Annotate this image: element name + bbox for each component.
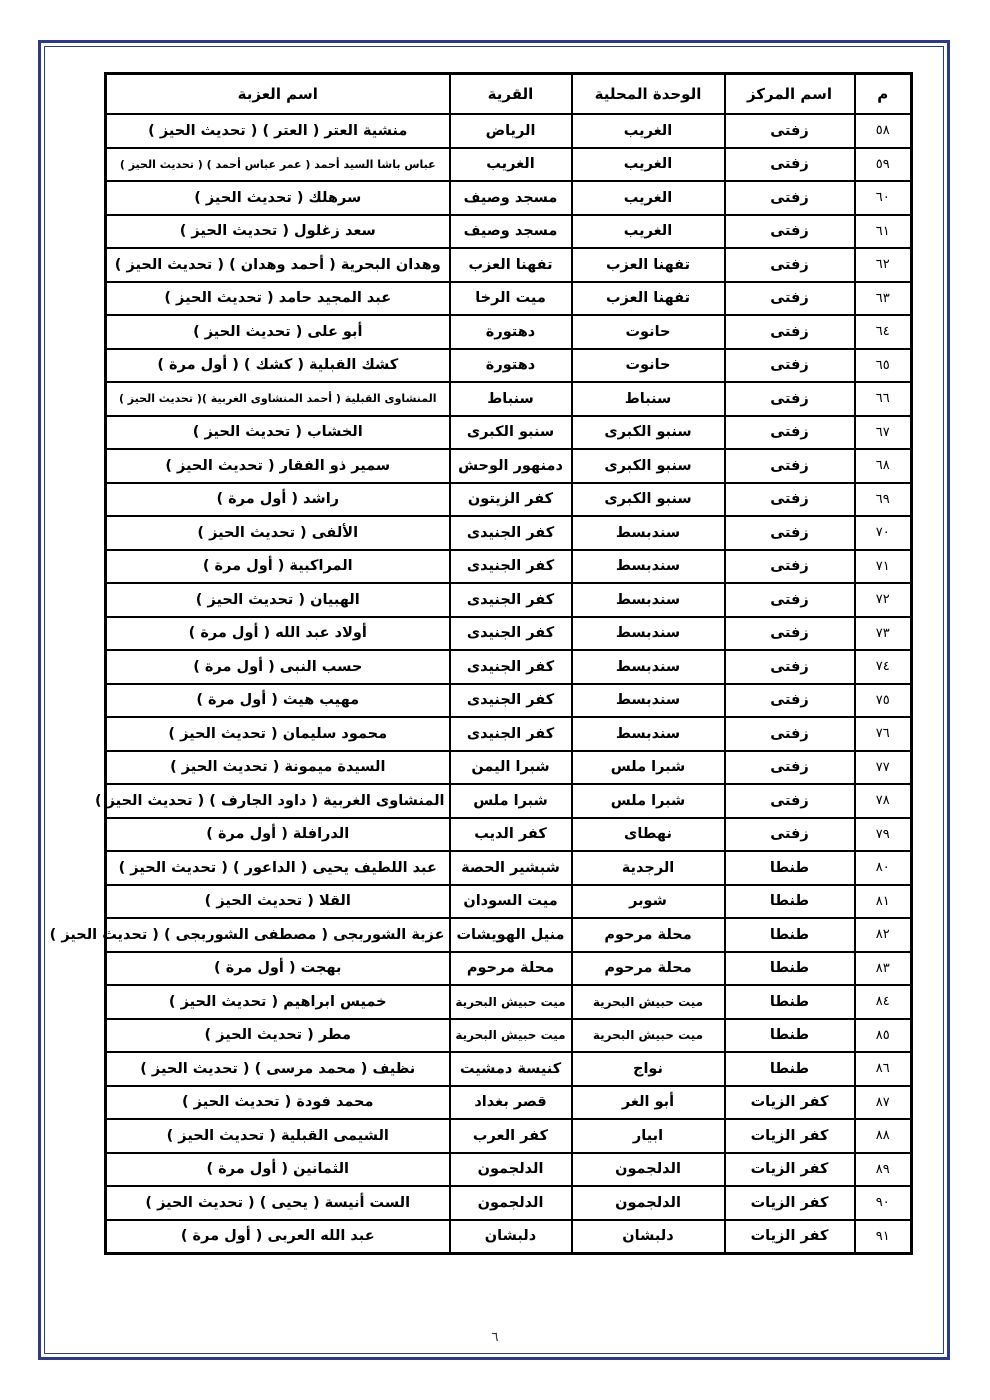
cell-number: ٨٨ — [855, 1119, 912, 1153]
cell-hamlet-name: عبد المجيد حامد ( تحديث الحيز ) — [106, 282, 450, 316]
table-row — [106, 650, 912, 684]
cell-hamlet-name: عبد الله العربى ( أول مرة ) — [106, 1220, 450, 1254]
cell-village: كفر الجنيدى — [450, 717, 572, 751]
cell-local-unit: أبو الغر — [572, 1086, 725, 1120]
cell-local-unit: الدلجمون — [572, 1186, 725, 1220]
cell-number: ٨٤ — [855, 985, 912, 1019]
cell-village: سنبو الكبرى — [450, 416, 572, 450]
table-row — [106, 1052, 912, 1086]
cell-center-name: كفر الزيات — [725, 1119, 855, 1153]
cell-village: دمنهور الوحش — [450, 449, 572, 483]
cell-hamlet-name: أولاد عبد الله ( أول مرة ) — [106, 617, 450, 651]
cell-hamlet-name: الخشاب ( تحديث الحيز ) — [106, 416, 450, 450]
cell-village: شبرا اليمن — [450, 751, 572, 785]
cell-hamlet-name: الشيمى القبلية ( تحديث الحيز ) — [106, 1119, 450, 1153]
cell-center-name: زفتى — [725, 382, 855, 416]
cell-village: دهتورة — [450, 315, 572, 349]
cell-hamlet-name: مطر ( تحديث الحيز ) — [106, 1019, 450, 1053]
header-local-unit: الوحدة المحلية — [572, 74, 725, 115]
cell-village: ميت حبيش البحرية — [450, 985, 572, 1019]
cell-hamlet-name: سرهلك ( تحديث الحيز ) — [106, 181, 450, 215]
table-row — [106, 483, 912, 517]
cell-local-unit: شوبر — [572, 885, 725, 919]
cell-number: ٦٨ — [855, 449, 912, 483]
cell-number: ٦١ — [855, 215, 912, 249]
cell-center-name: زفتى — [725, 449, 855, 483]
table-row — [106, 851, 912, 885]
cell-local-unit: سندبسط — [572, 617, 725, 651]
table-row — [106, 148, 912, 182]
cell-center-name: كفر الزيات — [725, 1220, 855, 1254]
cell-number: ٨٢ — [855, 918, 912, 952]
cell-number: ٦٣ — [855, 282, 912, 316]
cell-village: شبرا ملس — [450, 784, 572, 818]
table-row — [106, 918, 912, 952]
cell-local-unit: حانوت — [572, 315, 725, 349]
cell-number: ٦٥ — [855, 349, 912, 383]
cell-village: كفر الجنيدى — [450, 550, 572, 584]
cell-local-unit: الغريب — [572, 148, 725, 182]
cell-local-unit: سندبسط — [572, 650, 725, 684]
cell-number: ٧٤ — [855, 650, 912, 684]
table-row — [106, 349, 912, 383]
table-row — [106, 818, 912, 852]
cell-hamlet-name: نظيف ( محمد مرسى ) ( تحديث الحيز ) — [106, 1052, 450, 1086]
cell-local-unit: ابيار — [572, 1119, 725, 1153]
cell-local-unit: تفهنا العزب — [572, 282, 725, 316]
cell-local-unit: محلة مرحوم — [572, 918, 725, 952]
header-number: م — [855, 74, 912, 115]
header-village: القرية — [450, 74, 572, 115]
cell-village: كفر الجنيدى — [450, 516, 572, 550]
cell-local-unit: الغريب — [572, 114, 725, 148]
cell-hamlet-name: عزبة الشوربجى ( مصطفى الشوربجى ) ( تحديث الحيز ) — [106, 918, 450, 952]
cell-center-name: طنطا — [725, 885, 855, 919]
table-row — [106, 684, 912, 718]
table-row — [106, 181, 912, 215]
table-row — [106, 416, 912, 450]
table-row — [106, 516, 912, 550]
cell-hamlet-name: عباس باشا السيد أحمد ( عمر عباس أحمد ) ( تحديث الحيز ) — [106, 148, 450, 182]
table-header-row — [106, 74, 912, 115]
cell-village: كفر الجنيدى — [450, 684, 572, 718]
cell-hamlet-name: الألفى ( تحديث الحيز ) — [106, 516, 450, 550]
cell-local-unit: سندبسط — [572, 583, 725, 617]
cell-center-name: زفتى — [725, 483, 855, 517]
cell-hamlet-name: كشك القبلية ( كشك ) ( أول مرة ) — [106, 349, 450, 383]
cell-hamlet-name: المنشاوى القبلية ( أحمد المنشاوى الغربية )( تحديث الحيز ) — [106, 382, 450, 416]
cell-center-name: كفر الزيات — [725, 1086, 855, 1120]
page-number: ٦ — [491, 1330, 499, 1345]
cell-local-unit: سندبسط — [572, 550, 725, 584]
cell-hamlet-name: السيدة ميمونة ( تحديث الحيز ) — [106, 751, 450, 785]
cell-number: ٨٥ — [855, 1019, 912, 1053]
table-row — [106, 1086, 912, 1120]
cell-center-name: زفتى — [725, 114, 855, 148]
table-row — [106, 617, 912, 651]
cell-local-unit: الرجدية — [572, 851, 725, 885]
cell-number: ٥٩ — [855, 148, 912, 182]
cell-number: ٦٧ — [855, 416, 912, 450]
cell-village: دلبشان — [450, 1220, 572, 1254]
table-row — [106, 114, 912, 148]
cell-hamlet-name: الهبيان ( تحديث الحيز ) — [106, 583, 450, 617]
cell-number: ٧٥ — [855, 684, 912, 718]
cell-center-name: طنطا — [725, 851, 855, 885]
cell-number: ٧٦ — [855, 717, 912, 751]
cell-number: ٩٠ — [855, 1186, 912, 1220]
cell-number: ٨٠ — [855, 851, 912, 885]
table-row — [106, 1019, 912, 1053]
cell-village: قصر بغداد — [450, 1086, 572, 1120]
cell-local-unit: سندبسط — [572, 516, 725, 550]
cell-village: الدلجمون — [450, 1186, 572, 1220]
table-row — [106, 885, 912, 919]
cell-number: ٧٧ — [855, 751, 912, 785]
cell-number: ٧٣ — [855, 617, 912, 651]
cell-number: ٧٠ — [855, 516, 912, 550]
cell-number: ٨٩ — [855, 1153, 912, 1187]
cell-hamlet-name: عبد اللطيف يحيى ( الداعور ) ( تحديث الحيز ) — [106, 851, 450, 885]
villages-table — [49, 72, 913, 1255]
cell-hamlet-name: المراكبية ( أول مرة ) — [106, 550, 450, 584]
cell-center-name: زفتى — [725, 215, 855, 249]
cell-hamlet-name: منشية العتر ( العتر ) ( تحديث الحيز ) — [106, 114, 450, 148]
cell-center-name: كفر الزيات — [725, 1153, 855, 1187]
cell-center-name: طنطا — [725, 985, 855, 1019]
cell-number: ٧١ — [855, 550, 912, 584]
cell-center-name: زفتى — [725, 784, 855, 818]
table-row — [106, 583, 912, 617]
table-row — [106, 717, 912, 751]
cell-village: ميت حبيش البحرية — [450, 1019, 572, 1053]
table-row — [106, 784, 912, 818]
cell-local-unit: سندبسط — [572, 717, 725, 751]
cell-village: محلة مرحوم — [450, 952, 572, 986]
cell-center-name: زفتى — [725, 550, 855, 584]
cell-center-name: زفتى — [725, 818, 855, 852]
cell-hamlet-name: سمير ذو الفقار ( تحديث الحيز ) — [106, 449, 450, 483]
header-center-name: اسم المركز — [725, 74, 855, 115]
cell-center-name: زفتى — [725, 181, 855, 215]
table-row — [106, 248, 912, 282]
cell-hamlet-name: الدرافلة ( أول مرة ) — [106, 818, 450, 852]
cell-center-name: زفتى — [725, 717, 855, 751]
cell-local-unit: سنبو الكبرى — [572, 483, 725, 517]
table-row — [106, 382, 912, 416]
table-body — [49, 114, 912, 1254]
cell-local-unit: شبرا ملس — [572, 784, 725, 818]
cell-number: ٧٢ — [855, 583, 912, 617]
cell-local-unit: ميت حبيش البحرية — [572, 1019, 725, 1053]
cell-center-name: زفتى — [725, 617, 855, 651]
cell-hamlet-name: القلا ( تحديث الحيز ) — [106, 885, 450, 919]
cell-hamlet-name: أبو على ( تحديث الحيز ) — [106, 315, 450, 349]
table-row — [106, 751, 912, 785]
cell-hamlet-name: وهدان البحرية ( أحمد وهدان ) ( تحديث الحيز ) — [106, 248, 450, 282]
cell-hamlet-name: خميس ابراهيم ( تحديث الحيز ) — [106, 985, 450, 1019]
cell-number: ٨٦ — [855, 1052, 912, 1086]
cell-center-name: زفتى — [725, 282, 855, 316]
cell-village: سنباط — [450, 382, 572, 416]
cell-center-name: طنطا — [725, 918, 855, 952]
cell-village: كفر الجنيدى — [450, 583, 572, 617]
cell-number: ٦٦ — [855, 382, 912, 416]
cell-village: الدلجمون — [450, 1153, 572, 1187]
cell-local-unit: شبرا ملس — [572, 751, 725, 785]
table-row — [106, 215, 912, 249]
cell-village: كفر العرب — [450, 1119, 572, 1153]
cell-village: ميت الرخا — [450, 282, 572, 316]
cell-center-name: طنطا — [725, 1019, 855, 1053]
cell-number: ٦٤ — [855, 315, 912, 349]
cell-village: كفر الجنيدى — [450, 650, 572, 684]
cell-number: ٩١ — [855, 1220, 912, 1254]
table-row — [106, 1119, 912, 1153]
cell-center-name: زفتى — [725, 248, 855, 282]
cell-local-unit: حانوت — [572, 349, 725, 383]
cell-local-unit: نهطاى — [572, 818, 725, 852]
cell-village: دهتورة — [450, 349, 572, 383]
cell-center-name: زفتى — [725, 650, 855, 684]
cell-village: كنيسة دمشيت — [450, 1052, 572, 1086]
cell-village: تفهنا العزب — [450, 248, 572, 282]
cell-hamlet-name: مهيب هيث ( أول مرة ) — [106, 684, 450, 718]
cell-number: ٨٣ — [855, 952, 912, 986]
table-row — [106, 1220, 912, 1254]
cell-hamlet-name: محمد فودة ( تحديث الحيز ) — [106, 1086, 450, 1120]
cell-hamlet-name: الست أنيسة ( يحيى ) ( تحديث الحيز ) — [106, 1186, 450, 1220]
cell-local-unit: دلبشان — [572, 1220, 725, 1254]
cell-center-name: زفتى — [725, 416, 855, 450]
cell-village: مسجد وصيف — [450, 181, 572, 215]
cell-number: ٨١ — [855, 885, 912, 919]
cell-hamlet-name: الثمانين ( أول مرة ) — [106, 1153, 450, 1187]
table-row — [106, 1186, 912, 1220]
cell-number: ٦٢ — [855, 248, 912, 282]
cell-village: مسجد وصيف — [450, 215, 572, 249]
cell-village: منيل الهويشات — [450, 918, 572, 952]
cell-number: ٧٩ — [855, 818, 912, 852]
cell-center-name: زفتى — [725, 684, 855, 718]
cell-hamlet-name: راشد ( أول مرة ) — [106, 483, 450, 517]
cell-hamlet-name: حسب النبى ( أول مرة ) — [106, 650, 450, 684]
cell-center-name: زفتى — [725, 349, 855, 383]
cell-village: الرياض — [450, 114, 572, 148]
cell-center-name: زفتى — [725, 751, 855, 785]
table-row — [106, 985, 912, 1019]
cell-local-unit: سنبو الكبرى — [572, 449, 725, 483]
cell-center-name: زفتى — [725, 315, 855, 349]
table-row — [106, 550, 912, 584]
cell-village: شبشير الحصة — [450, 851, 572, 885]
cell-local-unit: تفهنا العزب — [572, 248, 725, 282]
cell-hamlet-name: محمود سليمان ( تحديث الحيز ) — [106, 717, 450, 751]
table-row — [106, 449, 912, 483]
cell-local-unit: محلة مرحوم — [572, 952, 725, 986]
cell-local-unit: الغريب — [572, 215, 725, 249]
cell-number: ٧٨ — [855, 784, 912, 818]
cell-village: كفر الجنيدى — [450, 617, 572, 651]
cell-number: ٨٧ — [855, 1086, 912, 1120]
cell-number: ٦٩ — [855, 483, 912, 517]
cell-center-name: زفتى — [725, 583, 855, 617]
cell-local-unit: سنباط — [572, 382, 725, 416]
cell-village: كفر الديب — [450, 818, 572, 852]
cell-village: ميت السودان — [450, 885, 572, 919]
cell-hamlet-name: المنشاوى الغربية ( داود الجارف ) ( تحديث الحيز ) — [106, 784, 450, 818]
table-row — [106, 1153, 912, 1187]
cell-village: الغريب — [450, 148, 572, 182]
cell-center-name: طنطا — [725, 1052, 855, 1086]
cell-local-unit: ميت حبيش البحرية — [572, 985, 725, 1019]
cell-local-unit: نواج — [572, 1052, 725, 1086]
cell-number: ٦٠ — [855, 181, 912, 215]
table-row — [106, 282, 912, 316]
cell-center-name: طنطا — [725, 952, 855, 986]
cell-local-unit: الغريب — [572, 181, 725, 215]
cell-hamlet-name: سعد زغلول ( تحديث الحيز ) — [106, 215, 450, 249]
table-row — [106, 952, 912, 986]
cell-center-name: كفر الزيات — [725, 1186, 855, 1220]
cell-hamlet-name: بهجت ( أول مرة ) — [106, 952, 450, 986]
cell-local-unit: سندبسط — [572, 684, 725, 718]
cell-number: ٥٨ — [855, 114, 912, 148]
cell-local-unit: الدلجمون — [572, 1153, 725, 1187]
table-row — [106, 315, 912, 349]
cell-center-name: زفتى — [725, 516, 855, 550]
header-hamlet-name: اسم العزبة — [106, 74, 450, 115]
cell-local-unit: سنبو الكبرى — [572, 416, 725, 450]
cell-center-name: زفتى — [725, 148, 855, 182]
cell-village: كفر الزيتون — [450, 483, 572, 517]
